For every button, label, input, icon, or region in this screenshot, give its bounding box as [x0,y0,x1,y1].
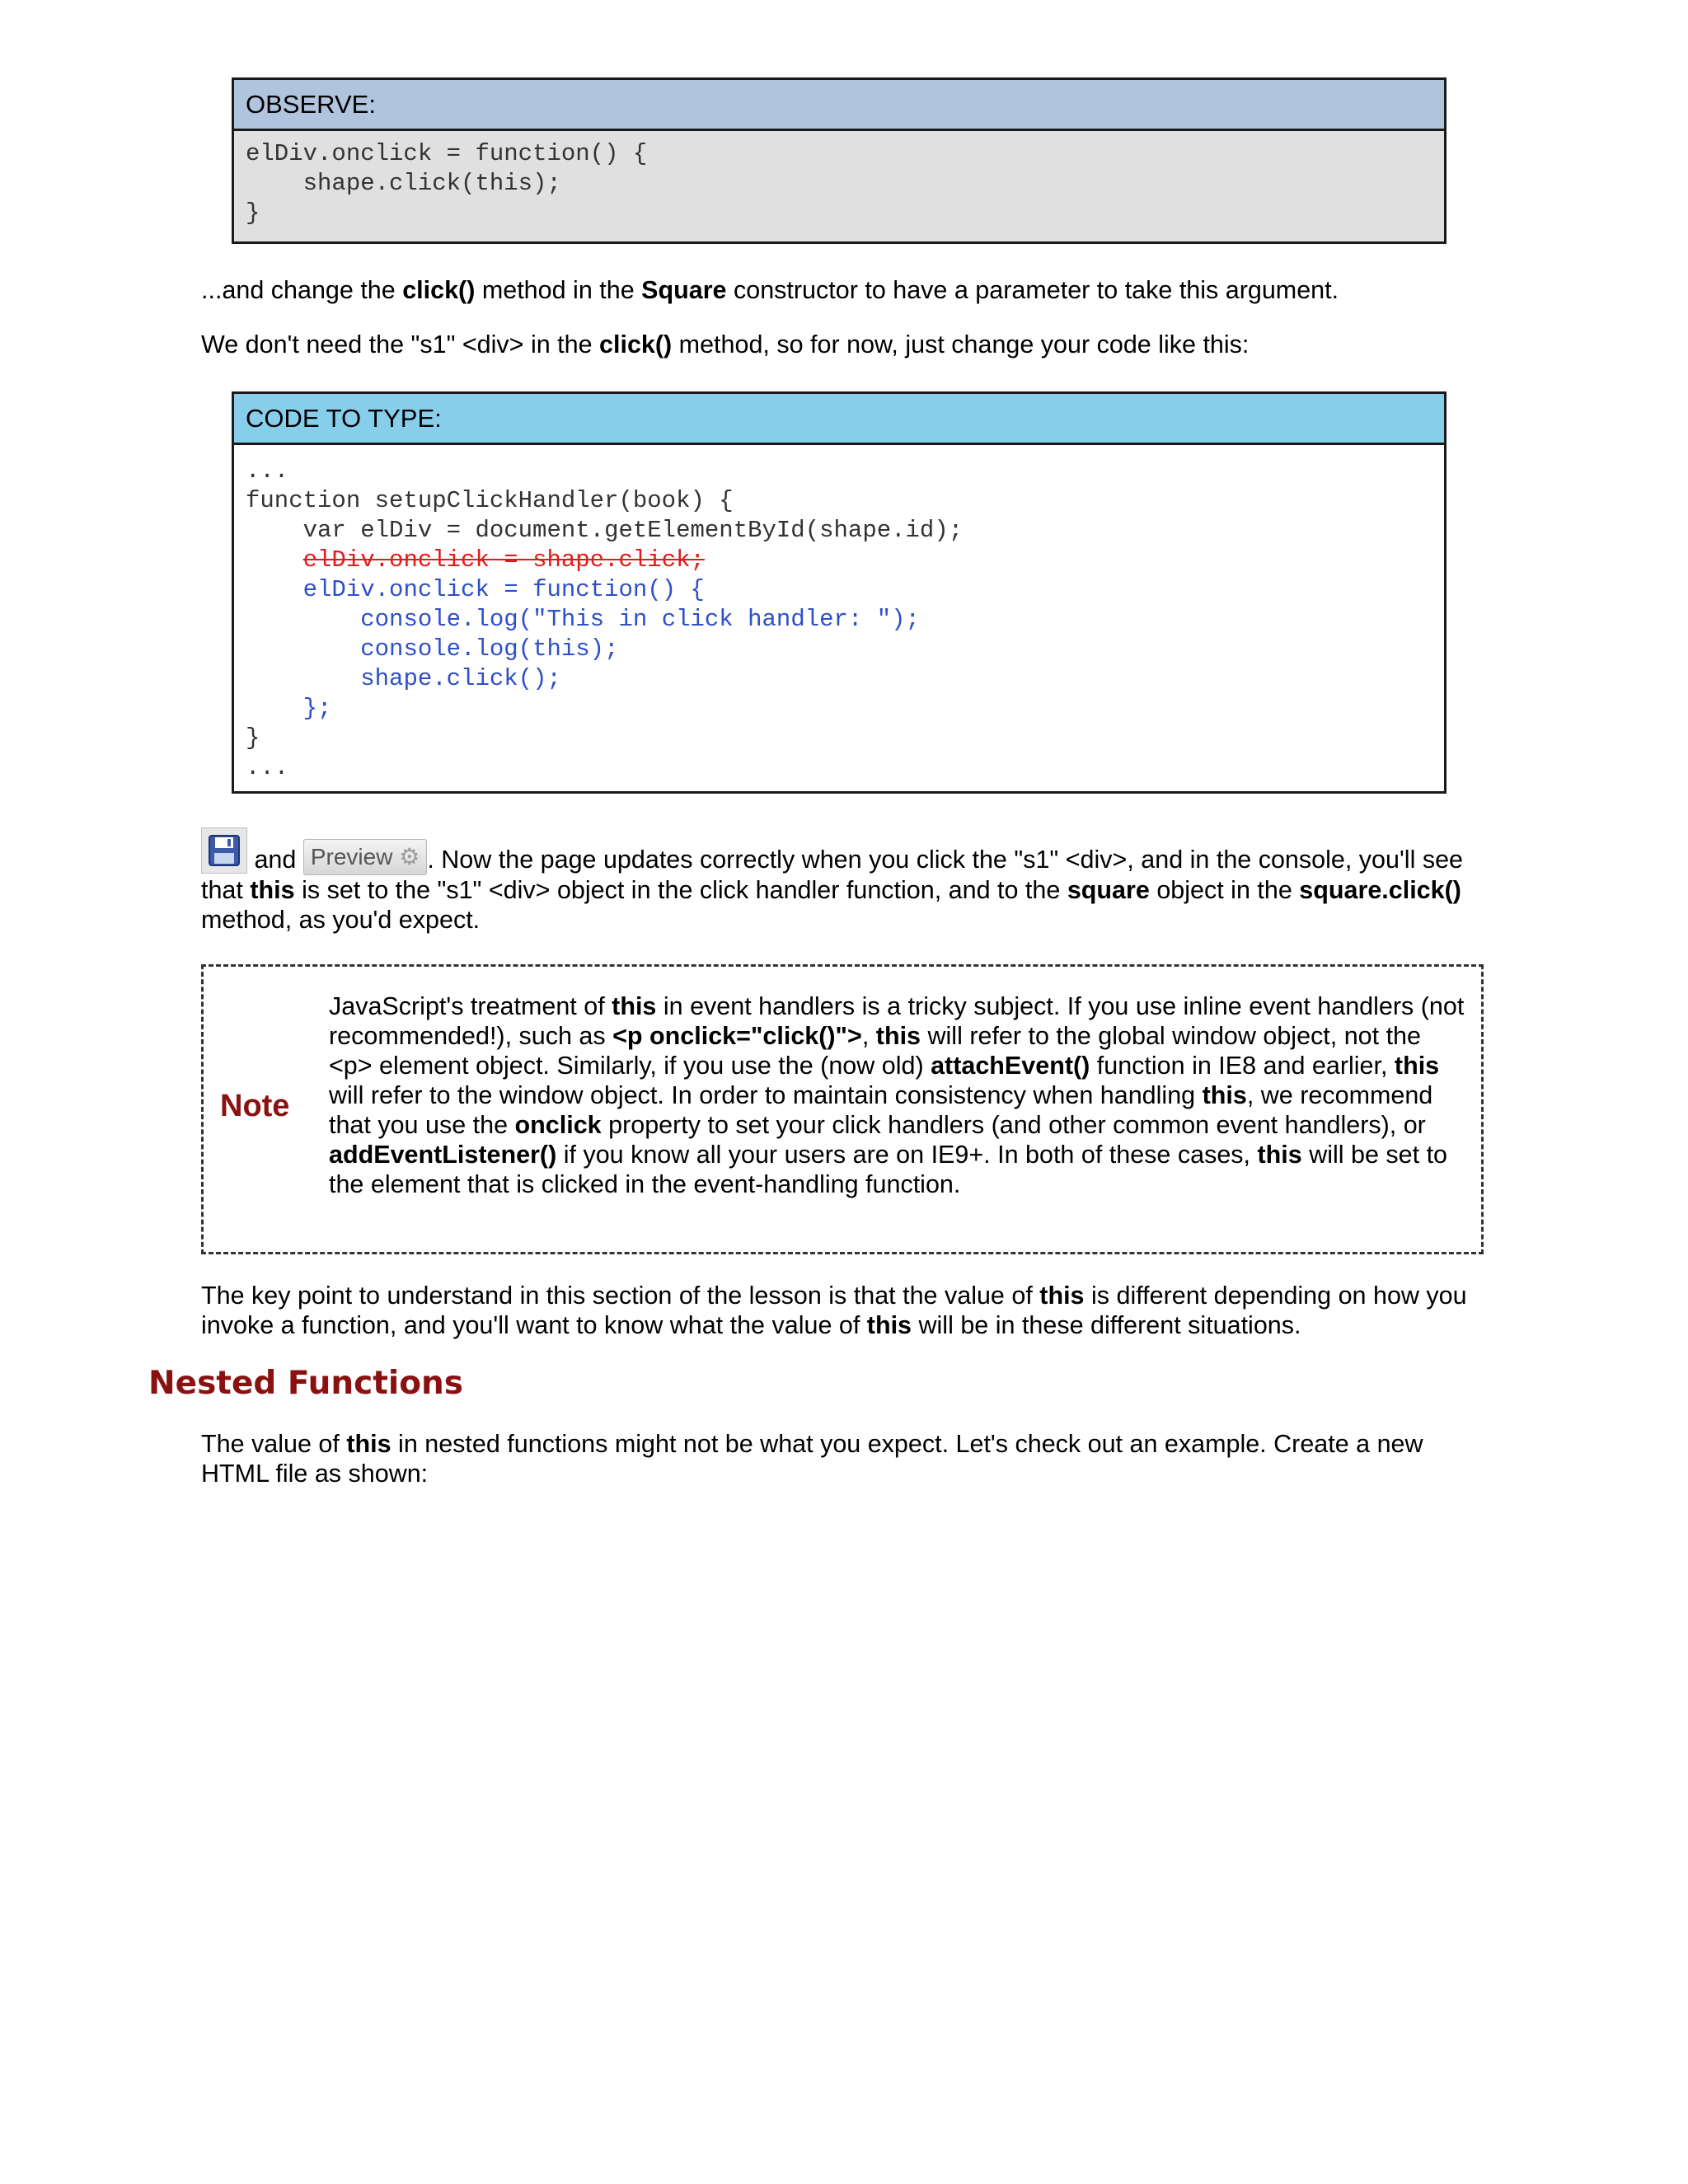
code-box-body [234,445,1444,791]
text: , we recommend that you use the [329,1081,1433,1139]
code-line [246,605,1432,635]
text: object in the [1149,876,1300,904]
code-line [246,664,1432,694]
added-code: shape.click(); [360,665,561,692]
paragraph [201,275,1487,305]
code-line: } [246,724,260,752]
deleted-code: elDiv.onclick = shape.click; [302,546,705,574]
text: is different depending on how you invoke a function, and you'll want to know what the value of [201,1282,1467,1339]
paragraph [201,827,1487,935]
text: JavaScript's treatment of [329,992,612,1020]
indent [246,695,303,722]
save-icon[interactable] [201,827,247,874]
added-code: console.log(this); [360,635,619,663]
indent [246,546,303,574]
inline-code: addEventListener() [329,1141,557,1169]
text: will be in these different situations. [912,1311,1301,1339]
inline-code: this [250,876,295,904]
text: method, as you'd expect. [201,906,481,934]
inline-code: <p onclick="click()"> [612,1022,862,1050]
added-code: }; [302,695,332,722]
inline-code: this [875,1022,921,1050]
text: is set to the "s1" <div> object in the click handler function, and to the [294,876,1067,904]
note-box [201,964,1484,1254]
section-heading: Nested Functions [148,1365,464,1402]
text: ...and change the [201,276,403,304]
observe-box-body [234,131,1444,241]
text: . Now the page updates correctly when you click the "s1" <div>, and in the console, you'll see that [201,846,1463,904]
code-line: shape.click(this); [246,170,561,197]
inline-code: this [612,992,657,1020]
observe-code-box [232,77,1447,244]
added-code: elDiv.onclick = function() { [302,576,705,603]
floppy-disk-icon [202,828,246,873]
inline-code: click() [599,330,673,359]
inline-code: this [1202,1081,1247,1109]
text: in event handlers is a tricky subject. If you use inline event handlers (not recommended!), such as [329,992,1465,1050]
code-line: ... [246,457,289,485]
inline-code: this [866,1311,912,1339]
inline-code: this [1039,1282,1085,1310]
text: property to set your click handlers (and other common event handlers), or [601,1111,1426,1139]
code-to-type-box [232,391,1447,794]
observe-box-header: OBSERVE: [234,80,1444,131]
text: and [247,846,303,874]
text: The value of [201,1430,347,1458]
text: will refer to the global window object, not the <p> element object. Similarly, if you use the (now old) [329,1022,1421,1080]
code-line [246,635,1432,664]
paragraph [201,330,1487,359]
code-line [246,694,1432,724]
indent [246,635,360,663]
indent [246,606,360,633]
paragraph [201,1281,1487,1340]
text: will refer to the window object. In order to maintain consistency when handling [329,1081,1203,1109]
inline-code: onclick [514,1111,602,1139]
preview-label: Preview [310,844,393,869]
inline-code: this [346,1430,392,1458]
note-text [329,991,1466,1199]
code-line: function setupClickHandler(book) { [246,487,734,514]
note-label: Note [220,1089,290,1123]
inline-code: this [1257,1141,1302,1169]
text: function in IE8 and earlier, [1090,1052,1395,1080]
indent [246,576,303,603]
text: method, so for now, just change your code like this: [672,330,1250,359]
code-box-header: CODE TO TYPE: [234,394,1444,445]
inline-code: this [1394,1052,1440,1080]
text: will be set to the element that is clicked in the event-handling function. [329,1141,1448,1198]
paragraph [201,1429,1487,1488]
inline-code: Square [641,276,727,304]
text: method in the [475,276,642,304]
inline-code: square.click() [1299,876,1461,904]
code-line: ... [246,754,289,781]
code-line: } [246,199,260,227]
code-line [246,575,1432,605]
preview-button[interactable] [303,839,427,875]
indent [246,665,360,692]
code-line: var elDiv = document.getElementById(shape.id); [246,517,964,544]
added-code: console.log("This in click handler: "); [360,606,920,633]
text: in nested functions might not be what you expect. Let's check out an example. Create a new HTML file as shown: [201,1430,1423,1488]
text: The key point to understand in this section of the lesson is that the value of [201,1282,1040,1310]
text: , [861,1022,876,1050]
code-line [246,546,1432,575]
text: constructor to have a parameter to take this argument. [726,276,1339,304]
text: We don't need the "s1" <div> in the [201,330,600,359]
inline-code: square [1067,876,1150,904]
gear-icon: ⚙ [399,844,420,869]
text: if you know all your users are on IE9+. In both of these cases, [556,1141,1258,1169]
code-line: elDiv.onclick = function() { [246,140,648,167]
inline-code: click() [402,276,476,304]
inline-code: attachEvent() [931,1052,1090,1080]
